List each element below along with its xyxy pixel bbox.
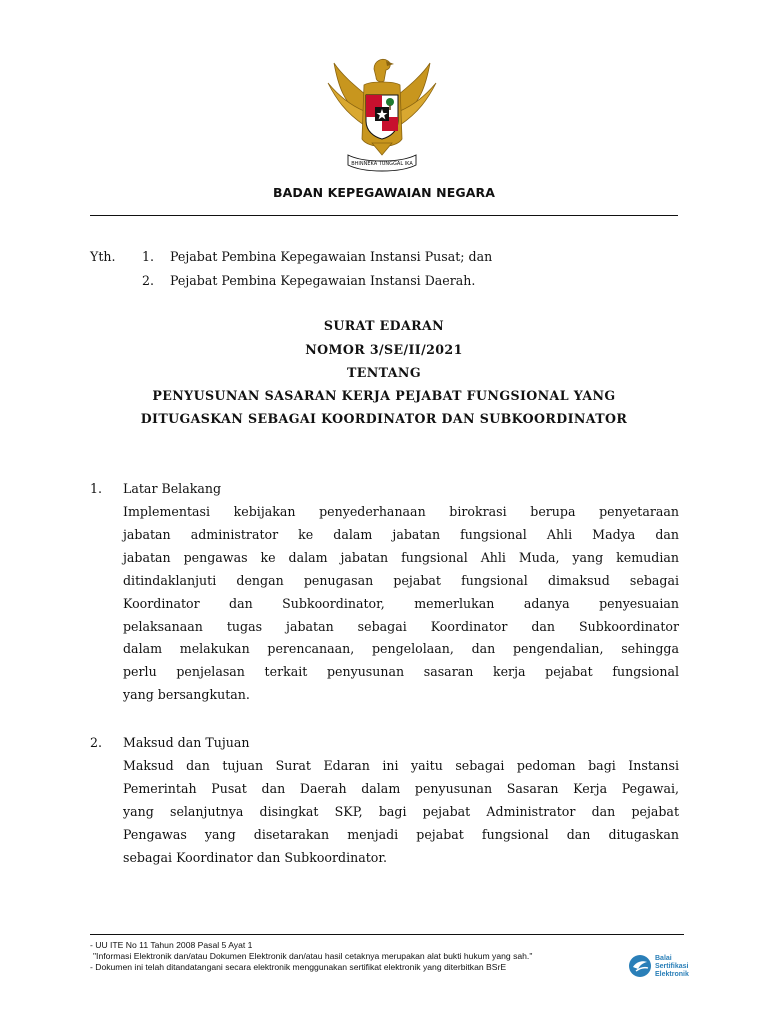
agency-name: BADAN KEPEGAWAIAN NEGARA: [272, 185, 496, 200]
emblem-motto: BHINNEKA TUNGGAL IKA: [351, 161, 413, 167]
addressee-number: 1.: [142, 249, 155, 264]
shield-icon: [366, 95, 398, 139]
paragraph-line: Maksud dan tujuan Surat Edaran ini yaitu sebagai pedoman bagi Instansi: [123, 758, 679, 773]
section-paragraph: [123, 501, 679, 707]
section-number: 2.: [90, 735, 103, 750]
paragraph-line: sebagai Koordinator dan Subkoordinator.: [123, 849, 388, 865]
document-about-label: TENTANG: [346, 365, 421, 380]
addressee-item: Pejabat Pembina Kepegawaian Instansi Pusat; dan: [170, 249, 493, 264]
paragraph-line: yang bersangkutan.: [123, 687, 250, 703]
section-heading: Maksud dan Tujuan: [123, 735, 250, 750]
addressee-number: 2.: [142, 273, 155, 288]
paragraph-line: Pemerintah Pusat dan Daerah dalam penyusunan Sasaran Kerja Pegawai,: [123, 780, 679, 796]
document-type: SURAT EDARAN: [323, 318, 445, 333]
footer-signature-note: - Dokumen ini telah ditandatangani secara elektronik menggunakan sertifikat elektronik yang diterbitkan BSrE: [90, 962, 507, 972]
document-number: NOMOR 3/SE/II/2021: [305, 342, 463, 357]
paragraph-line: jabatan pengawas ke dalam jabatan fungsional Ahli Muda, yang kemudian: [123, 549, 679, 565]
paragraph-line: dalam melakukan perencanaan, pengelolaan, dan pengendalian, sehingga: [123, 641, 679, 657]
paragraph-line: Koordinator dan Subkoordinator, memerlukan adanya penyesuaian: [123, 595, 679, 611]
paragraph-line: Pengawas yang disetarakan menjadi pejabat fungsional dan ditugaskan: [123, 826, 679, 842]
section-heading: Latar Belakang: [123, 481, 222, 496]
bsre-logo-line: Sertifikasi: [655, 963, 689, 970]
footer-legal-quote: "Informasi Elektronik dan/atau Dokumen Elektronik dan/atau hasil cetaknya merupakan alat bukti hukum yang sah.": [93, 951, 533, 961]
document-subject-line-2: DITUGASKAN SEBAGAI KOORDINATOR DAN SUBKOORDINATOR: [140, 411, 628, 426]
header-divider: [90, 215, 678, 216]
paragraph-line: yang selanjutnya disingkat SKP, bagi pejabat Administrator dan pejabat: [123, 803, 679, 819]
addressee-item: Pejabat Pembina Kepegawaian Instansi Daerah.: [170, 273, 476, 288]
paragraph-line: jabatan administrator ke dalam jabatan fungsional Ahli Madya dan: [123, 526, 679, 542]
paragraph-line: perlu penjelasan terkait penyusunan sasaran kerja pejabat fungsional: [123, 664, 679, 680]
paragraph-line: ditindaklanjuti dengan penugasan pejabat fungsional dimaksud sebagai: [123, 572, 679, 588]
section-paragraph: [123, 755, 679, 870]
footer-legal-reference: - UU ITE No 11 Tahun 2008 Pasal 5 Ayat 1: [90, 940, 253, 950]
footer-divider: [90, 934, 684, 935]
bsre-logo-line: Elektronik: [655, 971, 689, 978]
bsre-logo: [628, 950, 708, 982]
bsre-logo-line: Balai: [655, 955, 672, 962]
section-number: 1.: [90, 481, 103, 496]
document-subject-line-1: PENYUSUNAN SASARAN KERJA PEJABAT FUNGSIONAL YANG: [152, 388, 616, 403]
garuda-emblem: [320, 55, 444, 177]
bsre-logo-icon: [629, 955, 651, 977]
paragraph-line: pelaksanaan tugas jabatan sebagai Koordinator dan Subkoordinator: [123, 618, 679, 634]
addressee-label: Yth.: [90, 249, 116, 264]
paragraph-line: Implementasi kebijakan penyederhanaan birokrasi berupa penyetaraan: [123, 504, 679, 519]
